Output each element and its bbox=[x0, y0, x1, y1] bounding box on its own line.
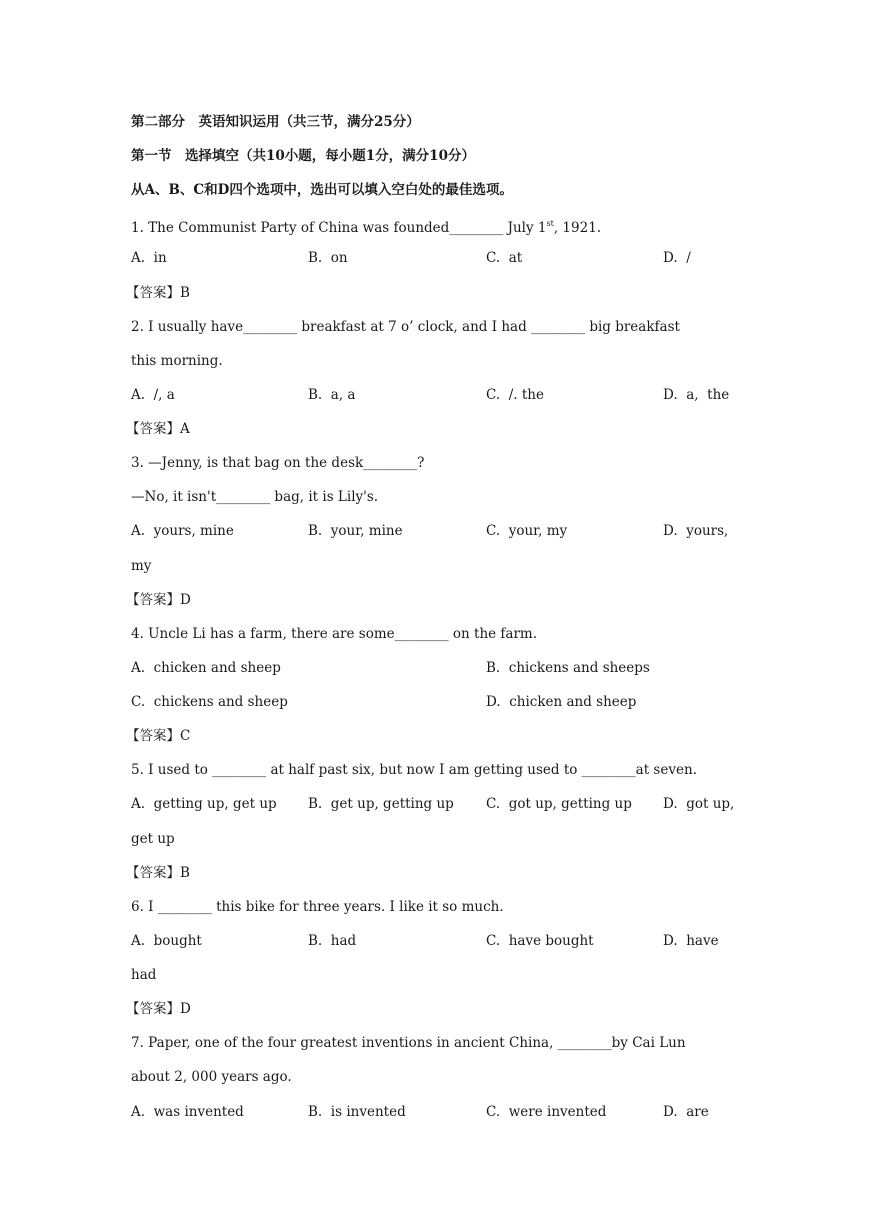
question-7-stem-cont: about 2, 000 years ago. bbox=[131, 1069, 292, 1085]
question-2-stem-cont: this morning. bbox=[131, 353, 223, 369]
q5-option-a: A. getting up, get up bbox=[131, 796, 277, 812]
q4-option-a: A. chicken and sheep bbox=[131, 660, 281, 676]
q2-option-b: B. a, a bbox=[308, 387, 356, 403]
q1-option-b: B. on bbox=[308, 250, 348, 266]
q2-answer-value: A bbox=[180, 421, 190, 437]
instruction-text: 从A、B、C和D四个选项中，选出可以填入空白处的最佳选项。 bbox=[131, 182, 513, 198]
part-heading: 第二部分 英语知识运用（共三节，满分25分） bbox=[131, 114, 420, 130]
q4-answer bbox=[126, 726, 190, 746]
q3-option-c: C. your, my bbox=[486, 523, 568, 539]
answer-label: 【答案】 bbox=[126, 865, 180, 881]
q1-stem-end: , 1921. bbox=[553, 220, 602, 236]
q6-answer-value: D bbox=[180, 1001, 191, 1017]
q3-option-d-wrap: my bbox=[131, 558, 152, 574]
q1-stem-text: 1. The Communist Party of China was founded________ July 1 bbox=[131, 220, 547, 236]
q7-option-a: A. was invented bbox=[131, 1104, 244, 1120]
q5-answer bbox=[126, 863, 190, 883]
q3-answer bbox=[126, 590, 191, 610]
question-2-stem: 2. I usually have________ breakfast at 7 o’ clock, and I had ________ big breakfast bbox=[131, 319, 680, 335]
q2-option-a: A. /, a bbox=[131, 387, 175, 403]
question-6-stem: 6. I ________ this bike for three years. I like it so much. bbox=[131, 899, 504, 915]
answer-label: 【答案】 bbox=[126, 728, 180, 744]
answer-label: 【答案】 bbox=[126, 592, 180, 608]
q6-option-d-wrap: had bbox=[131, 967, 157, 983]
q6-option-b: B. had bbox=[308, 933, 357, 949]
question-3-stem-cont: —No, it isn't________ bag, it is Lily's. bbox=[131, 489, 379, 505]
q2-option-d: D. a, the bbox=[663, 387, 730, 403]
q6-option-c: C. have bought bbox=[486, 933, 594, 949]
q3-option-a: A. yours, mine bbox=[131, 523, 234, 539]
q5-option-d: D. got up, bbox=[663, 796, 735, 812]
answer-label: 【答案】 bbox=[126, 1001, 180, 1017]
question-1-stem bbox=[131, 214, 601, 238]
q6-answer bbox=[126, 999, 191, 1019]
question-7-stem: 7. Paper, one of the four greatest inventions in ancient China, ________by Cai Lun bbox=[131, 1035, 686, 1051]
q3-option-b: B. your, mine bbox=[308, 523, 403, 539]
section-heading: 第一节 选择填空（共10小题，每小题1分，满分10分） bbox=[131, 148, 475, 164]
q5-option-c: C. got up, getting up bbox=[486, 796, 632, 812]
q5-option-b: B. get up, getting up bbox=[308, 796, 454, 812]
question-3-stem: 3. —Jenny, is that bag on the desk________? bbox=[131, 455, 425, 471]
q6-option-a: A. bought bbox=[131, 933, 202, 949]
q6-option-d: D. have bbox=[663, 933, 719, 949]
q7-option-b: B. is invented bbox=[308, 1104, 406, 1120]
q4-answer-value: C bbox=[180, 728, 191, 744]
q4-option-d: D. chicken and sheep bbox=[486, 694, 637, 710]
question-5-stem: 5. I used to ________ at half past six, but now I am getting used to ________at seven. bbox=[131, 762, 697, 778]
q4-option-b: B. chickens and sheeps bbox=[486, 660, 650, 676]
answer-label: 【答案】 bbox=[126, 285, 180, 301]
q2-answer bbox=[126, 419, 190, 439]
q1-answer-value: B bbox=[180, 285, 190, 301]
q3-option-d: D. yours, bbox=[663, 523, 729, 539]
q1-superscript: st bbox=[546, 219, 554, 228]
q5-answer-value: B bbox=[180, 865, 190, 881]
q1-option-a: A. in bbox=[131, 250, 167, 266]
question-4-stem: 4. Uncle Li has a farm, there are some________ on the farm. bbox=[131, 626, 538, 642]
q3-answer-value: D bbox=[180, 592, 191, 608]
q1-answer bbox=[126, 283, 190, 303]
q4-option-c: C. chickens and sheep bbox=[131, 694, 288, 710]
q7-option-c: C. were invented bbox=[486, 1104, 607, 1120]
q5-option-d-wrap: get up bbox=[131, 831, 175, 847]
answer-label: 【答案】 bbox=[126, 421, 180, 437]
q7-option-d: D. are bbox=[663, 1104, 709, 1120]
q2-option-c: C. /. the bbox=[486, 387, 544, 403]
q1-option-d: D. / bbox=[663, 250, 691, 266]
q1-option-c: C. at bbox=[486, 250, 523, 266]
